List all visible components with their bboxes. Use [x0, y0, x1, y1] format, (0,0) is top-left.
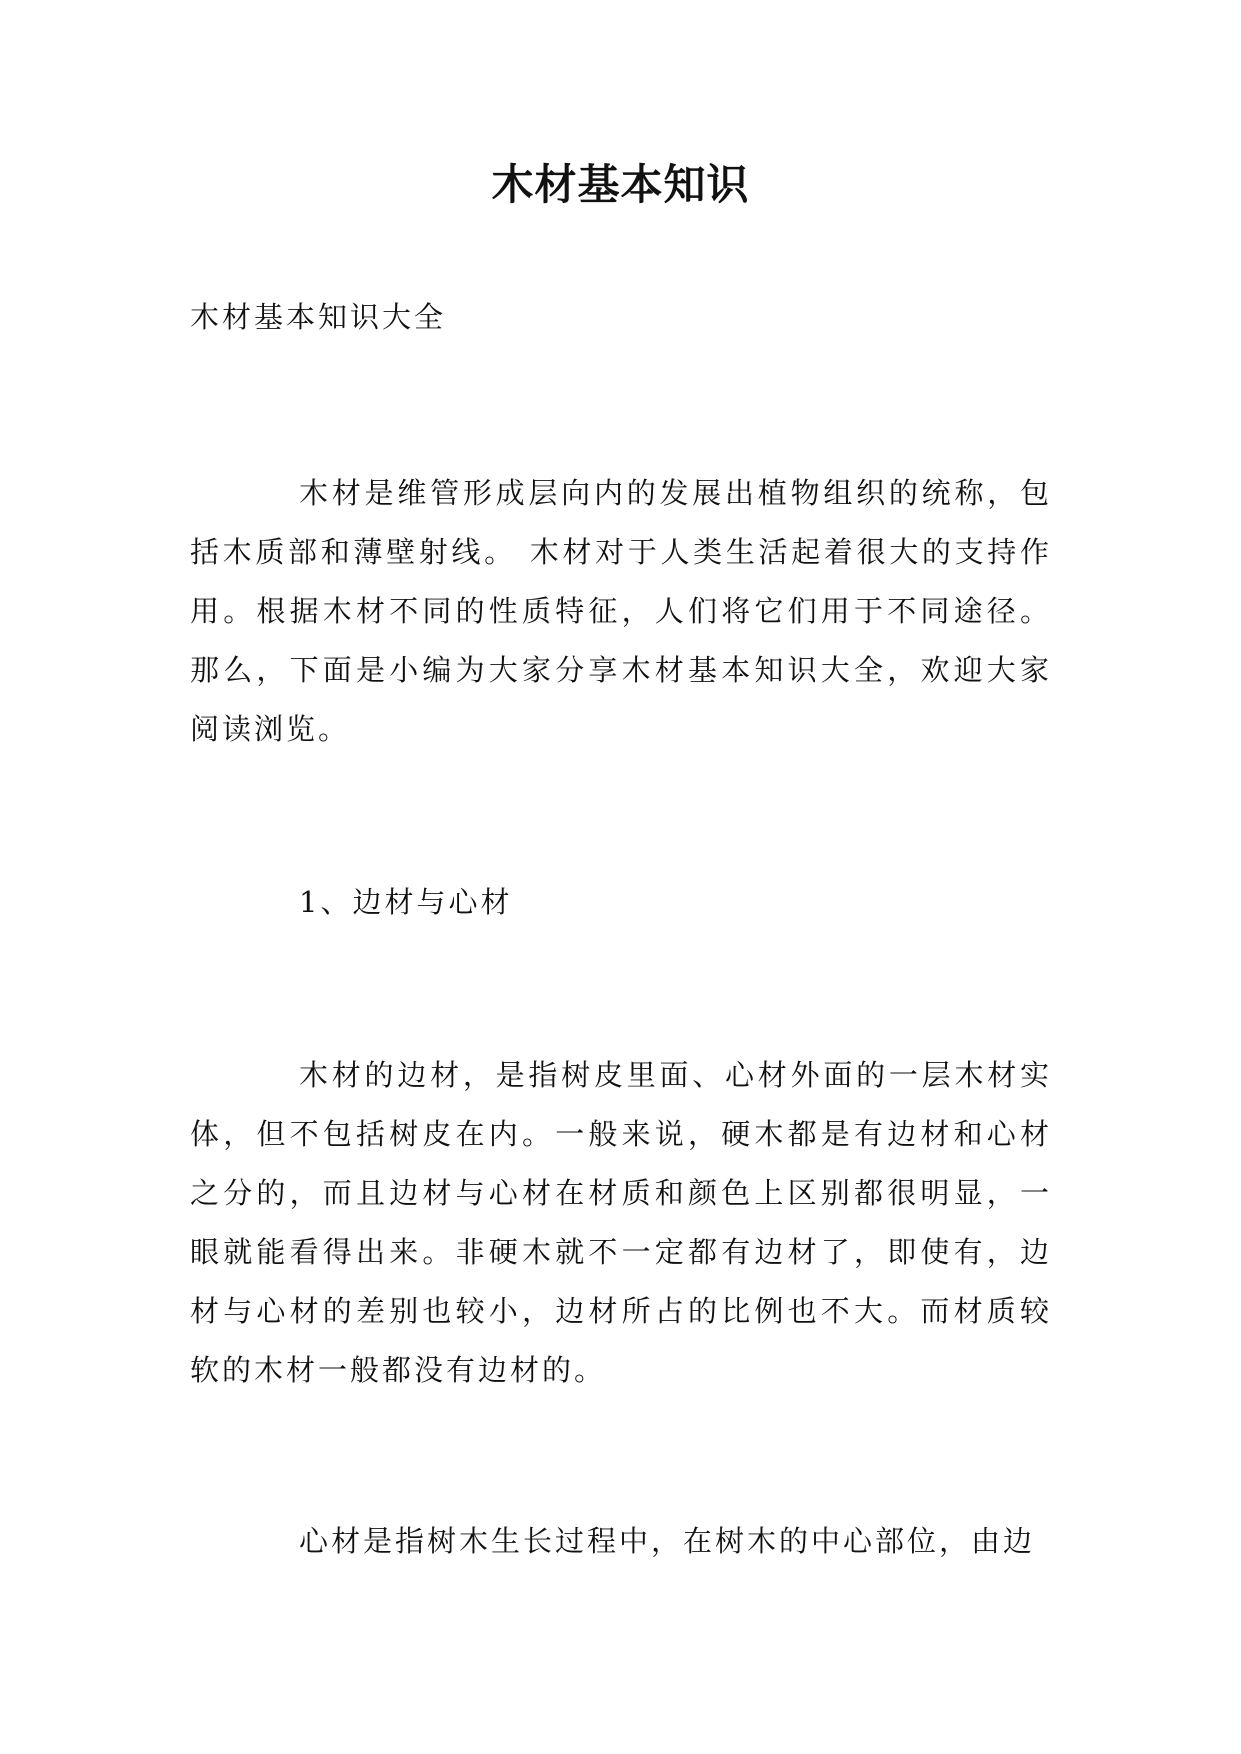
section-heading: 1、边材与心材 [299, 885, 513, 919]
body-paragraph-continued: 心材是指树木生长过程中，在树木的中心部位，由边 [299, 1524, 1036, 1558]
document-title: 木材基本知识 [491, 160, 750, 209]
body-paragraph: 木材的边材，是指树皮里面、心材外面的一层木材实体，但不包括树皮在内。一般来说，硬木都是有边材和心材之分的，而且边材与心材在材质和颜色上区别都很明显，一眼就能看得出来。非硬木就不一定都有边材了，即使有，边材与心材的差别也较小，边材所占的比例也不大。而材质较软的木材一般都没有边材的。 [190, 1058, 1052, 1387]
intro-paragraph: 木材是维管形成层向内的发展出植物组织的统称，包括木质部和薄壁射线。 木材对于人类生活起着很大的支持作用。根据木材不同的性质特征，人们将它们用于不同途径。那么，下面是小编为大家分享木材基本知识大全，欢迎大家阅读浏览。 [190, 476, 1052, 746]
document-subtitle: 木材基本知识大全 [190, 300, 447, 334]
